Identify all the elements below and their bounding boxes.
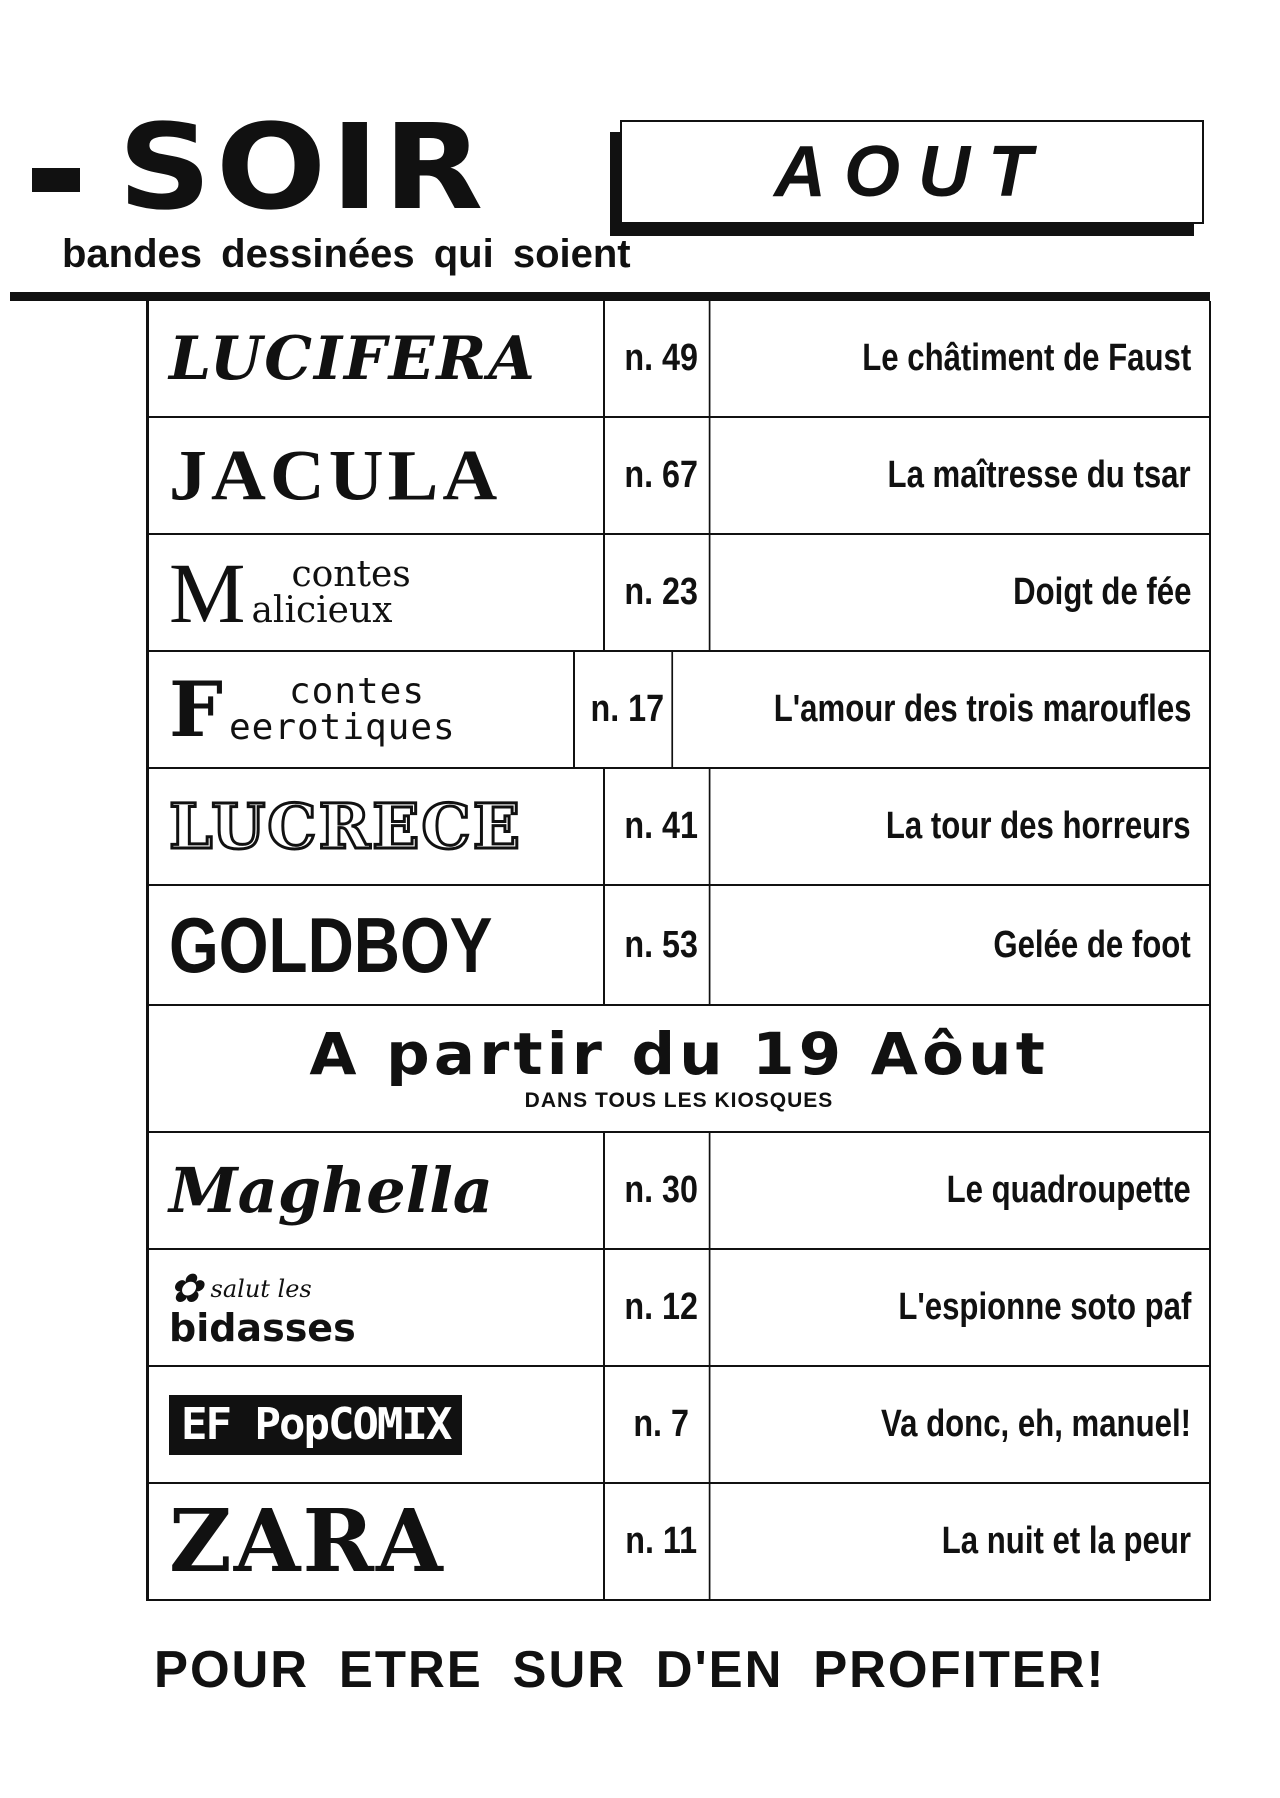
story-cell: [719, 535, 1209, 650]
story-cell: [719, 1250, 1209, 1365]
table-row: [149, 535, 1209, 652]
title-logo: GOLDBOY: [169, 901, 493, 989]
flower-icon: ✿: [169, 1265, 203, 1312]
story-title: Le châtiment de Faust: [862, 337, 1191, 379]
brand-title: SOIR: [118, 98, 488, 236]
story-cell: [719, 769, 1209, 884]
logo-initial: F: [169, 664, 223, 754]
issue-number: n. 17: [583, 652, 673, 767]
issue-number: n. 49: [614, 301, 711, 416]
title-cell: [149, 1367, 605, 1482]
release-note: DANS TOUS LES KIOSQUES: [524, 1088, 834, 1112]
story-title: Va donc, eh, manuel!: [881, 1403, 1191, 1445]
title-logo: LUCRECE: [169, 789, 523, 863]
header-dash: [32, 168, 80, 192]
title-cell: [149, 301, 605, 416]
title-cell: [149, 1250, 605, 1365]
footer-slogan: POUR ETRE SUR D'EN PROFITER!: [154, 1641, 1106, 1699]
title-cell: [149, 886, 605, 1004]
title-logo: [169, 544, 411, 641]
title-cell: [149, 418, 605, 533]
logo-initial: M: [169, 544, 246, 641]
logo-line: eerotiques: [228, 706, 456, 748]
month-label: AOUT: [774, 132, 1050, 212]
table-row: [149, 1250, 1209, 1367]
story-cell: [682, 652, 1210, 767]
logo-small-text: salut les: [210, 1274, 312, 1303]
title-cell: [149, 652, 575, 767]
catalog-table: [146, 301, 1211, 1601]
issue-number: n. 11: [614, 1484, 711, 1599]
story-title: La maîtresse du tsar: [887, 454, 1191, 496]
release-banner: [149, 1006, 1209, 1133]
subtitle: bandes dessinées qui soient: [62, 232, 631, 276]
table-row: [149, 418, 1209, 535]
header-rule: [10, 292, 1210, 301]
issue-number: n. 53: [614, 886, 711, 1004]
logo-words: [251, 553, 411, 631]
table-row: [149, 886, 1209, 1006]
story-cell: [719, 1367, 1209, 1482]
title-logo: ZARA: [169, 1490, 445, 1592]
story-title: L'amour des trois maroufles: [773, 688, 1191, 730]
title-cell: [149, 769, 605, 884]
table-row: [149, 1133, 1209, 1250]
story-title: Gelée de foot: [993, 923, 1191, 966]
story-title: L'espionne soto paf: [897, 1286, 1191, 1328]
issue-number: n. 67: [614, 418, 711, 533]
table-row: [149, 1484, 1209, 1601]
title-logo: JACULA: [169, 435, 502, 516]
table-row: [149, 652, 1209, 769]
logo-top: [169, 1265, 356, 1312]
title-cell: [149, 1133, 605, 1248]
story-title: Doigt de fée: [1012, 571, 1191, 613]
title-logo: [169, 1265, 356, 1350]
issue-number: n. 23: [614, 535, 711, 650]
story-title: La nuit et la peur: [941, 1520, 1191, 1562]
title-logo: LUCIFERA: [169, 323, 537, 394]
story-title: Le quadroupette: [946, 1169, 1191, 1211]
issue-number: n. 30: [614, 1133, 711, 1248]
issue-number: n. 7: [614, 1367, 711, 1482]
title-cell: [149, 535, 605, 650]
story-cell: [719, 418, 1209, 533]
story-cell: [719, 301, 1209, 416]
title-logo: Maghella: [169, 1153, 493, 1227]
logo-main-text: bidasses: [169, 1305, 356, 1350]
title-logo: [169, 664, 456, 754]
logo-line: alicieux: [251, 589, 393, 631]
title-logo: EF PopCOMIX: [169, 1395, 462, 1455]
story-cell: [719, 886, 1209, 1004]
issue-number: n. 41: [614, 769, 711, 884]
story-cell: [719, 1133, 1209, 1248]
logo-line: contes: [291, 553, 411, 595]
story-cell: [719, 1484, 1209, 1599]
title-cell: [149, 1484, 605, 1599]
month-box: [620, 120, 1204, 224]
table-row: [149, 1367, 1209, 1484]
table-row: [149, 769, 1209, 886]
story-title: La tour des horreurs: [886, 805, 1191, 847]
logo-line: contes: [288, 670, 426, 712]
issue-number: n. 12: [614, 1250, 711, 1365]
table-row: [149, 301, 1209, 418]
release-date: A partir du 19 Aôut: [309, 1019, 1049, 1088]
logo-words: [228, 670, 456, 748]
